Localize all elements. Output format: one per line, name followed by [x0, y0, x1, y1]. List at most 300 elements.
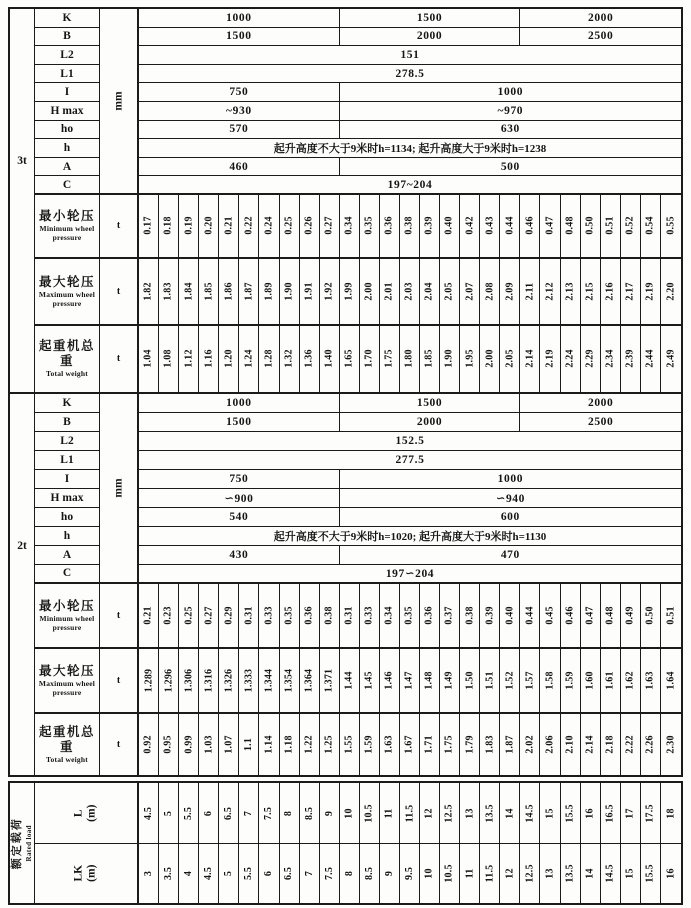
unit-mm: [100, 394, 139, 584]
param-value-cell: [340, 489, 681, 508]
span-value: 10: [343, 807, 355, 819]
param-label-A: [35, 158, 100, 177]
param-value-cell: [520, 9, 681, 28]
data-value-cell: [561, 326, 581, 394]
data-value-cell: [340, 195, 360, 259]
param-value-text: 430: [229, 548, 249, 561]
span-row-label: LK: [72, 865, 85, 882]
data-value-cell: [239, 326, 259, 394]
data-value: 1.48: [424, 671, 436, 690]
param-value-cell: [340, 394, 521, 413]
data-value: 1.87: [243, 282, 255, 301]
data-value: 0.50: [584, 216, 596, 236]
data-value-cell: [219, 259, 239, 326]
data-value-cell: [219, 584, 239, 649]
span-value: 10.5: [363, 803, 375, 823]
data-value-cell: [400, 326, 420, 394]
span-value-cell: [400, 844, 420, 903]
span-L-rotated-label: [73, 804, 99, 821]
data-value-cell: [621, 326, 641, 394]
data-value: 1.63: [383, 735, 395, 754]
param-value-text: 750: [229, 472, 249, 485]
row-label-max-wheel-pressure: [35, 649, 100, 714]
data-value: 0.39: [424, 216, 436, 236]
data-value: 1.289: [143, 668, 155, 693]
data-value: 2.13: [564, 282, 576, 301]
data-value: 0.36: [303, 606, 315, 625]
data-value-cell: [581, 714, 601, 775]
param-label-h: [35, 527, 100, 546]
span-value: 8.5: [363, 866, 375, 881]
data-value-cell: [199, 326, 219, 394]
data-value: 0.38: [464, 606, 476, 625]
data-value-cell: [159, 326, 179, 394]
data-value: 1.99: [343, 282, 355, 301]
data-value-cell: [360, 259, 380, 326]
span-value: 8: [343, 870, 355, 877]
data-value-cell: [440, 195, 460, 259]
data-value-cell: [179, 195, 199, 259]
data-value-cell: [320, 326, 340, 394]
param-label-text: H max: [50, 491, 84, 504]
data-value-cell: [641, 649, 661, 714]
data-value-cell: [239, 714, 259, 775]
param-label-text: C: [62, 178, 72, 191]
data-value: 1.296: [163, 668, 175, 693]
data-value-cell: [300, 649, 320, 714]
data-value-cell: [420, 326, 440, 394]
data-value: 0.20: [203, 216, 215, 236]
data-value: 1.12: [183, 349, 195, 369]
data-value-cell: [380, 326, 400, 394]
span-value: 4.5: [203, 866, 215, 881]
param-value-cell: [139, 546, 340, 565]
span-value: 8: [283, 810, 295, 816]
data-value: 2.19: [644, 282, 656, 301]
param-label-text: h: [63, 529, 71, 542]
data-value: 1.306: [183, 668, 195, 693]
data-value: 1.354: [283, 668, 295, 693]
span-value: 11: [464, 868, 476, 879]
data-value-cell: [139, 584, 159, 649]
data-value: 1.44: [343, 671, 355, 690]
data-value-cell: [400, 649, 420, 714]
data-value: 2.18: [604, 735, 616, 754]
data-value-cell: [520, 195, 540, 259]
data-value: 2.03: [403, 282, 415, 301]
data-value: 0.25: [283, 216, 295, 236]
data-value-cell: [581, 649, 601, 714]
unit-mm-text: mm: [112, 91, 125, 111]
param-value-cell: [139, 527, 681, 546]
unit-t-text: t: [116, 220, 121, 232]
param-label-text: B: [63, 415, 71, 428]
param-label-text: h: [63, 141, 71, 154]
param-value-text: 1500: [226, 415, 252, 428]
param-label-text: L1: [60, 453, 74, 466]
span-value: 11.5: [403, 804, 415, 822]
data-value-cell: [661, 259, 681, 326]
data-value: 0.29: [223, 606, 235, 625]
data-value: 0.46: [564, 606, 576, 625]
data-value-cell: [440, 649, 460, 714]
data-value: 0.92: [143, 735, 155, 754]
data-value-cell: [380, 259, 400, 326]
span-value: 14.5: [604, 864, 616, 883]
span-value-cell: [621, 783, 641, 844]
span-value-cell: [621, 844, 641, 903]
data-value-cell: [581, 195, 601, 259]
span-value-cell: [540, 783, 560, 844]
data-value: 0.35: [283, 606, 295, 625]
span-value-cell: [520, 783, 540, 844]
data-value-cell: [300, 584, 320, 649]
data-value: 1.90: [283, 282, 295, 301]
span-value: 9: [323, 810, 335, 816]
data-value-cell: [219, 714, 239, 775]
param-value-text: 2000: [587, 396, 614, 409]
param-label-text: K: [62, 396, 72, 409]
data-value-cell: [540, 714, 560, 775]
data-value-cell: [440, 259, 460, 326]
data-value-cell: [460, 326, 480, 394]
data-value-cell: [139, 259, 159, 326]
param-value-text: ~970: [497, 104, 524, 117]
data-value-cell: [159, 584, 179, 649]
param-value-cell: [139, 139, 681, 158]
data-value-cell: [360, 195, 380, 259]
span-value-cell: [520, 844, 540, 903]
param-label-H-max: [35, 102, 100, 121]
data-value: 1.20: [223, 349, 235, 369]
data-value-cell: [320, 584, 340, 649]
data-value-cell: [259, 259, 279, 326]
span-value-cell: [440, 783, 460, 844]
param-value-text: 2500: [587, 30, 614, 43]
span-value-cell: [380, 844, 400, 903]
data-value-cell: [320, 259, 340, 326]
data-value: 2.05: [504, 349, 516, 369]
param-value-text: ∽900: [224, 492, 254, 505]
param-label-text: K: [62, 11, 72, 24]
data-value-cell: [400, 195, 420, 259]
data-value: 0.50: [644, 606, 656, 625]
data-value-cell: [520, 584, 540, 649]
data-value: 2.14: [584, 735, 596, 754]
param-value-cell: [340, 470, 681, 489]
row-label-min-wheel-pressure: [35, 195, 100, 259]
data-value: 1.1: [243, 737, 255, 751]
span-value-cell: [139, 844, 159, 903]
span-value: 15.5: [644, 864, 656, 883]
data-value-cell: [561, 714, 581, 775]
span-value-cell: [259, 783, 279, 844]
span-value: 15: [544, 807, 556, 819]
data-value: 1.57: [524, 671, 536, 690]
data-value: 0.24: [263, 216, 275, 236]
data-value: 0.17: [143, 216, 155, 236]
row-label-cn: 起重机总重: [38, 339, 95, 369]
span-value-cell: [500, 783, 520, 844]
data-value: 1.95: [464, 349, 476, 369]
data-value-cell: [159, 195, 179, 259]
data-value-cell: [500, 326, 520, 394]
span-value-cell: [139, 783, 159, 844]
data-value-cell: [199, 649, 219, 714]
row-label-min-wheel-pressure: [35, 584, 100, 649]
data-value: 0.33: [363, 606, 375, 625]
data-value-cell: [601, 326, 621, 394]
data-value: 1.62: [624, 671, 636, 690]
data-value: 0.37: [444, 606, 456, 625]
span-value: 11: [383, 808, 395, 818]
row-label-total-weight: [35, 714, 100, 775]
data-value: 1.86: [223, 282, 235, 301]
span-value-cell: [360, 783, 380, 844]
data-value-cell: [601, 195, 621, 259]
data-value-cell: [420, 259, 440, 326]
data-value-cell: [520, 259, 540, 326]
data-value: 1.316: [203, 668, 215, 693]
row-label-cn: 最小轮压: [38, 209, 95, 224]
param-value-cell: [139, 9, 340, 28]
param-value-cell: [520, 394, 681, 413]
param-value-cell: [139, 46, 681, 65]
param-value-cell: [139, 28, 340, 47]
data-value: 1.84: [183, 282, 195, 301]
span-value: 17.5: [644, 803, 656, 823]
unit-t-text: t: [116, 738, 121, 750]
data-value-cell: [460, 649, 480, 714]
data-value-cell: [420, 584, 440, 649]
span-value: 5.5: [183, 806, 195, 820]
data-value-cell: [480, 714, 500, 775]
data-value-cell: [300, 326, 320, 394]
data-value-cell: [259, 584, 279, 649]
param-label-B: [35, 28, 100, 47]
span-value-cell: [500, 844, 520, 903]
data-value-cell: [340, 714, 360, 775]
span-value-cell: [581, 783, 601, 844]
span-LK-rotated-label: [73, 865, 99, 882]
data-value: 1.32: [283, 349, 295, 369]
data-value: 0.26: [303, 216, 315, 236]
data-value: 0.48: [604, 606, 616, 625]
unit-t: [100, 195, 139, 259]
data-value: 0.40: [444, 216, 456, 236]
data-value: 1.59: [363, 735, 375, 754]
data-value: 1.80: [403, 349, 415, 369]
unit-t-text: t: [116, 353, 121, 365]
span-value-cell: [440, 844, 460, 903]
row-label-en: Minimum wheel pressure: [39, 613, 95, 632]
data-value-cell: [360, 584, 380, 649]
param-value-cell: [520, 28, 681, 47]
span-value: 5.5: [243, 866, 255, 881]
span-value: 14.5: [524, 803, 536, 823]
span-value-cell: [460, 783, 480, 844]
rated-load-table: [8, 781, 683, 905]
data-value: 2.00: [363, 282, 375, 301]
data-value: 0.48: [564, 216, 576, 236]
data-value: 0.25: [183, 606, 195, 625]
span-value-cell: [239, 844, 259, 903]
span-value-cell: [420, 844, 440, 903]
data-value: 2.17: [624, 282, 636, 301]
data-value-cell: [621, 195, 641, 259]
span-value-cell: [641, 783, 661, 844]
span-value-cell: [320, 844, 340, 903]
data-value-cell: [139, 195, 159, 259]
span-value: 6.5: [223, 806, 235, 820]
param-value-cell: [139, 394, 340, 413]
data-value-cell: [581, 326, 601, 394]
data-value: 1.90: [444, 349, 456, 369]
data-value-cell: [199, 195, 219, 259]
unit-t: [100, 714, 139, 775]
span-value: 17: [624, 807, 636, 819]
row-label-max-wheel-pressure: [35, 259, 100, 326]
data-value: 0.47: [584, 606, 596, 625]
param-label-K: [35, 9, 100, 28]
data-value: 2.07: [464, 282, 476, 301]
rated-load-rotated-label: [11, 817, 34, 869]
span-value-cell: [561, 783, 581, 844]
data-value: 2.26: [644, 735, 656, 754]
data-value: 0.51: [665, 606, 677, 625]
span-value-cell: [360, 844, 380, 903]
row-label-span-LK: [35, 844, 139, 903]
span-value: 9.5: [403, 866, 415, 881]
data-value-cell: [520, 714, 540, 775]
unit-t: [100, 584, 139, 649]
data-value: 1.52: [504, 671, 516, 690]
data-value-cell: [320, 649, 340, 714]
data-value-cell: [440, 714, 460, 775]
param-label-I: [35, 83, 100, 102]
data-value: 1.85: [424, 349, 436, 369]
data-value-cell: [621, 714, 641, 775]
span-value: 6: [263, 870, 275, 877]
param-value-text: 起升高度不大于9米时h=1020; 起升高度大于9米时h=1130: [273, 530, 547, 543]
data-value-cell: [179, 326, 199, 394]
span-value-cell: [159, 783, 179, 844]
span-value-cell: [480, 844, 500, 903]
param-value-text: 1000: [497, 86, 524, 99]
data-value: 1.75: [444, 735, 456, 754]
param-label-text: B: [63, 30, 71, 43]
param-label-h: [35, 139, 100, 158]
param-value-text: 1500: [416, 396, 443, 409]
param-label-ho: [35, 121, 100, 140]
data-value-cell: [641, 195, 661, 259]
data-value: 1.65: [343, 349, 355, 369]
data-value-cell: [500, 649, 520, 714]
span-value: 7: [243, 810, 255, 816]
data-value: 1.82: [143, 282, 155, 301]
param-label-text: L2: [60, 48, 74, 61]
data-value-cell: [139, 326, 159, 394]
param-value-text: 2500: [587, 415, 614, 428]
param-label-text: C: [62, 567, 72, 580]
data-value: 1.364: [303, 668, 315, 693]
param-value-cell: [139, 565, 681, 584]
span-value-cell: [601, 844, 621, 903]
data-value-cell: [139, 714, 159, 775]
param-label-L2: [35, 432, 100, 451]
data-value: 2.04: [424, 282, 436, 301]
data-value-cell: [420, 195, 440, 259]
data-value: 0.43: [484, 216, 496, 236]
section-label-text: 2t: [17, 539, 27, 552]
param-value-cell: [520, 413, 681, 432]
data-value: 2.15: [584, 282, 596, 301]
param-value-text: 1500: [226, 30, 252, 43]
param-label-A: [35, 546, 100, 565]
data-value-cell: [661, 195, 681, 259]
param-value-text: 460: [229, 160, 249, 173]
param-value-cell: [139, 65, 681, 84]
unit-t: [100, 326, 139, 394]
span-value-cell: [199, 783, 219, 844]
data-value-cell: [440, 584, 460, 649]
data-value: 0.99: [183, 735, 195, 754]
param-value-cell: [340, 413, 521, 432]
data-value: 0.46: [524, 216, 536, 236]
span-value: 12.5: [444, 803, 456, 823]
span-value: 14: [504, 807, 516, 819]
data-value: 1.75: [383, 349, 395, 369]
data-value: 0.21: [223, 216, 235, 236]
span-value-cell: [219, 844, 239, 903]
data-value-cell: [641, 584, 661, 649]
span-value: 16: [584, 807, 596, 819]
data-value: 0.21: [143, 606, 155, 625]
param-value-cell: [139, 508, 340, 527]
data-value-cell: [661, 584, 681, 649]
data-value-cell: [601, 714, 621, 775]
data-value: 2.10: [564, 735, 576, 754]
data-value: 0.54: [644, 216, 656, 236]
data-value-cell: [540, 649, 560, 714]
span-value: 4: [183, 870, 195, 877]
data-value: 1.91: [303, 282, 315, 301]
data-value-cell: [440, 326, 460, 394]
span-value: 7: [303, 870, 315, 877]
span-value: 11.5: [484, 864, 496, 883]
data-value-cell: [621, 259, 641, 326]
data-value-cell: [320, 195, 340, 259]
param-value-text: 630: [500, 123, 520, 136]
data-value-cell: [661, 649, 681, 714]
span-value-cell: [179, 783, 199, 844]
span-value: 16: [665, 868, 677, 879]
span-value: 5: [223, 870, 235, 877]
row-label-en: Maximum wheel pressure: [38, 289, 96, 308]
data-value-cell: [300, 714, 320, 775]
span-value: 6: [203, 810, 215, 816]
data-value: 1.83: [163, 282, 175, 301]
data-value-cell: [661, 714, 681, 775]
data-value: 1.46: [383, 671, 395, 690]
span-value-cell: [641, 844, 661, 903]
data-value-cell: [259, 714, 279, 775]
data-value: 1.07: [223, 735, 235, 754]
param-value-text: 2000: [416, 30, 443, 43]
data-value: 1.67: [403, 735, 415, 754]
span-value: 10: [424, 868, 436, 879]
span-value: 3.5: [163, 866, 175, 881]
